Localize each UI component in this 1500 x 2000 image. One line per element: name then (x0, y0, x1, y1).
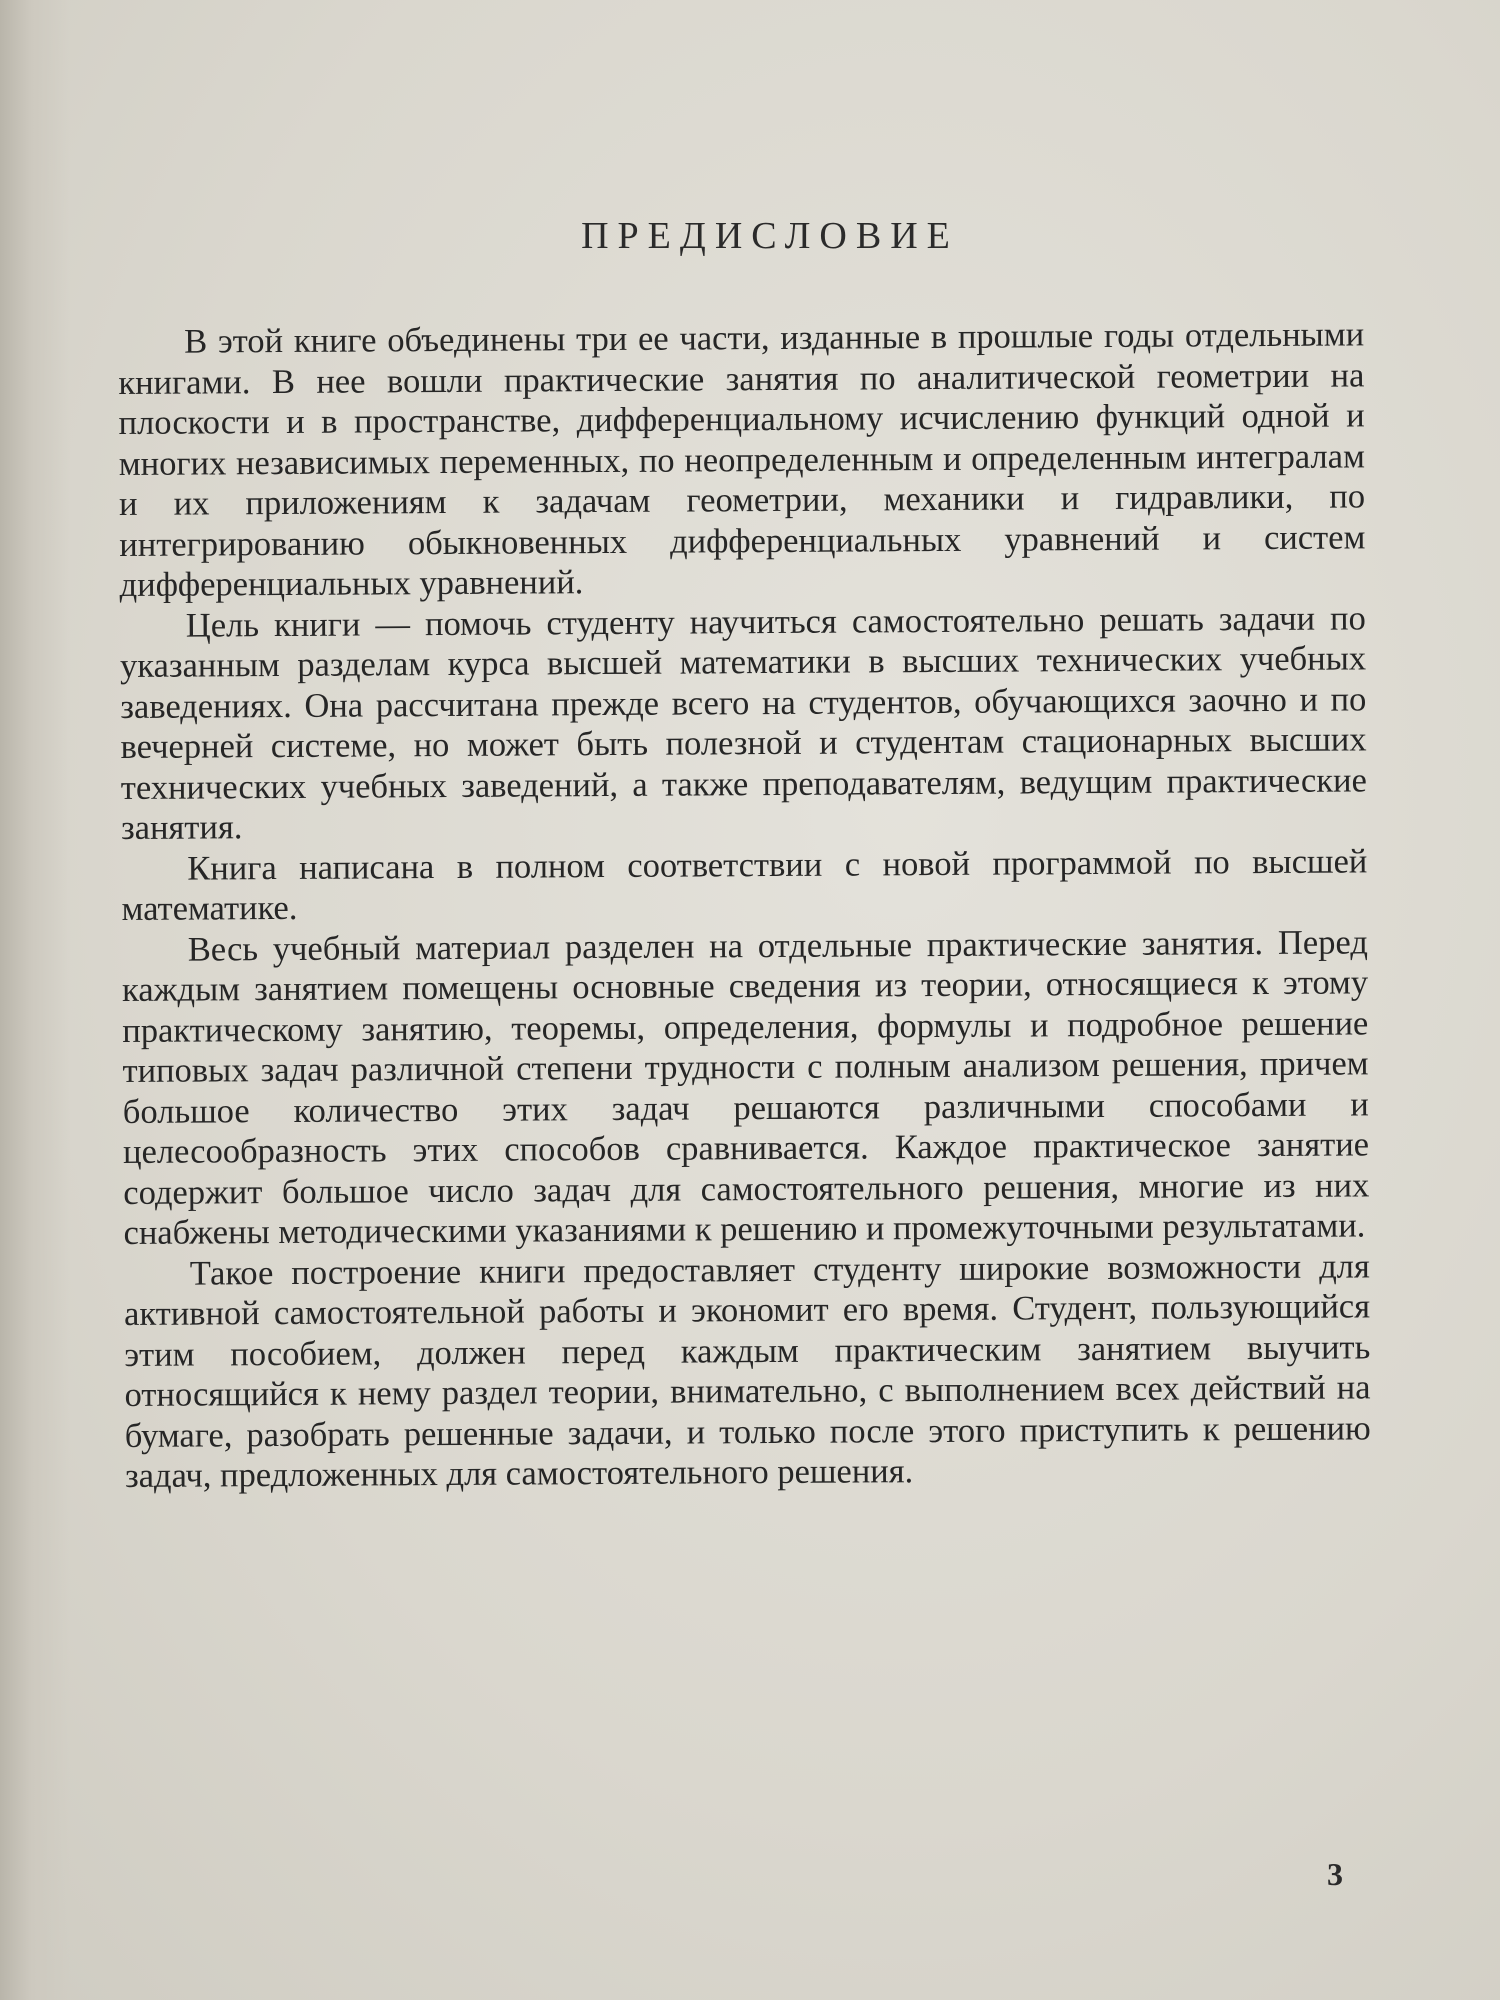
paragraph-4: Весь учебный материал разделен на отдельные практические занятия. Перед каждым занятием помещены основные сведения из теории, относящиеся к этому практическому занятию, теоремы, определения, формулы и подробное решение типовых задач различной степени трудности с полным анализом решения, причем большое количество этих задач решаются различными способами и целесообразность этих способов сравнивается. Каждое практическое занятие содержит большое число задач для самостоятельного решения, многие из них снабжены методическими указаниями к решению и промежуточными результатами. (121, 922, 1370, 1252)
paragraph-3: Книга написана в полном соответствии с новой программой по высшей математике. (121, 841, 1368, 928)
paragraph-5: Такое построение книги предоставляет студенту широкие возможности для активной самостоятельной работы и экономит его время. Студент, пользующийся этим пособием, должен перед каждым практическим занятием выучить относящийся к нему раздел теории, внимательно, с выполнением всех действий на бумаге, разобрать решенные задачи, и только после этого приступить к решению задач, предложенных для самостоятельного решения. (123, 1246, 1371, 1495)
paragraph-1: В этой книге объединены три ее части, изданные в прошлые годы отдельными книгами. В нее вошли практические занятия по аналитической геометрии на плоскости и в пространстве, дифференциальному исчислению функций одной и многих независимых переменных, по неопределенным и определенным интегралам и их приложениям к задачам геометрии, механики и гидравлики, по интегрированию обыкновенных дифференциальных уравнений и систем дифференциальных уравнений. (118, 315, 1366, 604)
page-number: 3 (1327, 1856, 1343, 1892)
page-title: ПРЕДИСЛОВИЕ (581, 215, 959, 257)
page-gutter-shadow (0, 0, 70, 2000)
paragraph-2: Цель книги — помочь студенту научиться самостоятельно решать задачи по указанным разделам курса высшей математики в высших технических учебных заведениях. Она рассчитана прежде всего на студентов, обучающихся заочно и по вечерней системе, но может быть полезной и студентам стационарных высших технических учебных заведений, а также преподавателям, ведущим практические занятия. (119, 598, 1367, 847)
preface-text (118, 314, 1371, 1496)
